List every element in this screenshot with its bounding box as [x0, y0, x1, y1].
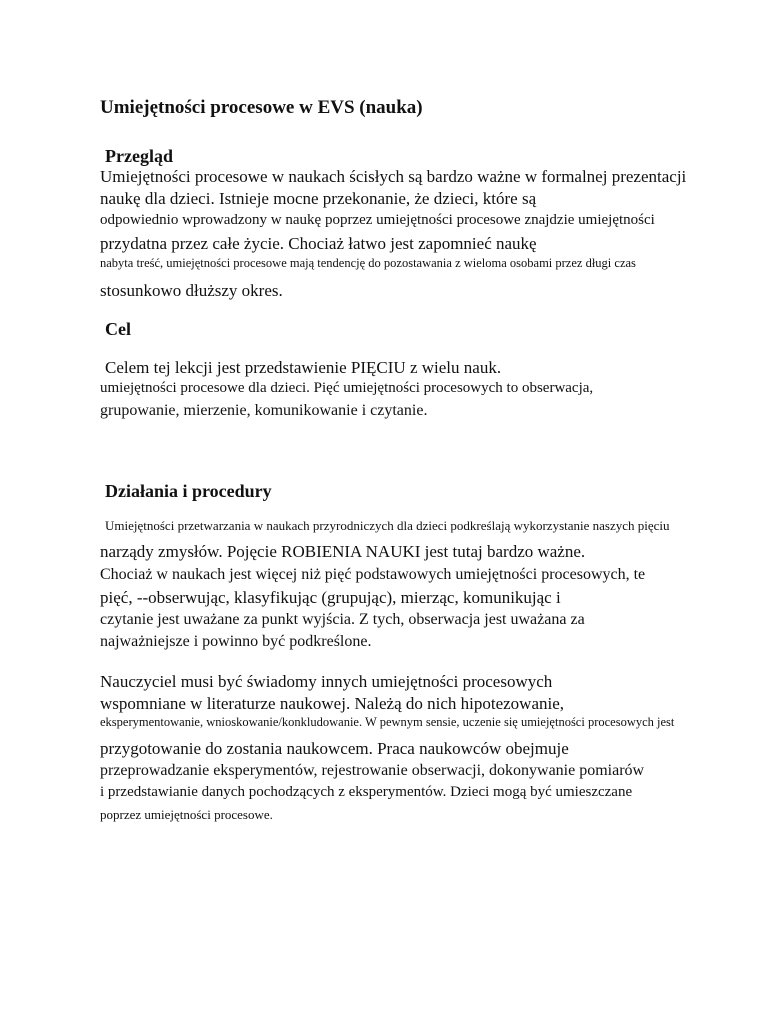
activities-line: Chociaż w naukach jest więcej niż pięć podstawowych umiejętności procesowych, te: [100, 566, 646, 583]
goal-line: umiejętności procesowe dla dzieci. Pięć umiejętności procesowych to obserwacja,: [100, 380, 594, 396]
section-heading-activities: Działania i procedury: [105, 481, 272, 501]
document-title: Umiejętności procesowe w EVS (nauka): [100, 97, 423, 118]
goal-line: grupowanie, mierzenie, komunikowanie i czytanie.: [100, 402, 428, 419]
section-heading-goal: Cel: [105, 319, 131, 339]
activities-line: wspomniane w literaturze naukowej. Należą do nich hipotezowanie,: [100, 694, 565, 713]
activities-line: pięć, --obserwując, klasyfikując (grupując), mierząc, komunikując i: [100, 588, 561, 607]
activities-line: Nauczyciel musi być świadomy innych umiejętności procesowych: [100, 672, 553, 691]
section-heading-overview: Przegląd: [105, 146, 173, 166]
activities-line: czytanie jest uważane za punkt wyjścia. Z tych, obserwacja jest uważana za: [100, 611, 585, 628]
activities-line: eksperymentowanie, wnioskowanie/konkludowanie. W pewnym sensie, uczenie się umiejętności procesowych jest: [100, 715, 675, 729]
overview-line: odpowiednio wprowadzony w naukę poprzez umiejętności procesowe znajdzie umiejętności: [100, 212, 655, 228]
activities-line: Umiejętności przetwarzania w naukach przyrodniczych dla dzieci podkreślają wykorzystanie naszych pięciu: [105, 518, 670, 533]
overview-line: przydatna przez całe życie. Chociaż łatwo jest zapomnieć naukę: [100, 234, 537, 253]
activities-line: przygotowanie do zostania naukowcem. Praca naukowców obejmuje: [100, 739, 569, 758]
overview-line: Umiejętności procesowe w naukach ścisłych są bardzo ważne w formalnej prezentacji: [100, 167, 687, 186]
activities-line: najważniejsze i powinno być podkreślone.: [100, 633, 372, 650]
overview-line: nabyta treść, umiejętności procesowe mają tendencję do pozostawania z wieloma osobami przez długi czas: [100, 256, 636, 270]
overview-line: stosunkowo dłuższy okres.: [100, 281, 283, 300]
activities-line: przeprowadzanie eksperymentów, rejestrowanie obserwacji, dokonywanie pomiarów: [100, 762, 645, 779]
goal-line: Celem tej lekcji jest przedstawienie PIĘCIU z wielu nauk.: [105, 358, 502, 377]
overview-line: naukę dla dzieci. Istnieje mocne przekonanie, że dzieci, które są: [100, 189, 537, 208]
activities-line: narządy zmysłów. Pojęcie ROBIENIA NAUKI jest tutaj bardzo ważne.: [100, 542, 586, 561]
activities-line: poprzez umiejętności procesowe.: [100, 807, 273, 822]
activities-line: i przedstawianie danych pochodzących z eksperymentów. Dzieci mogą być umieszczane: [100, 784, 633, 800]
